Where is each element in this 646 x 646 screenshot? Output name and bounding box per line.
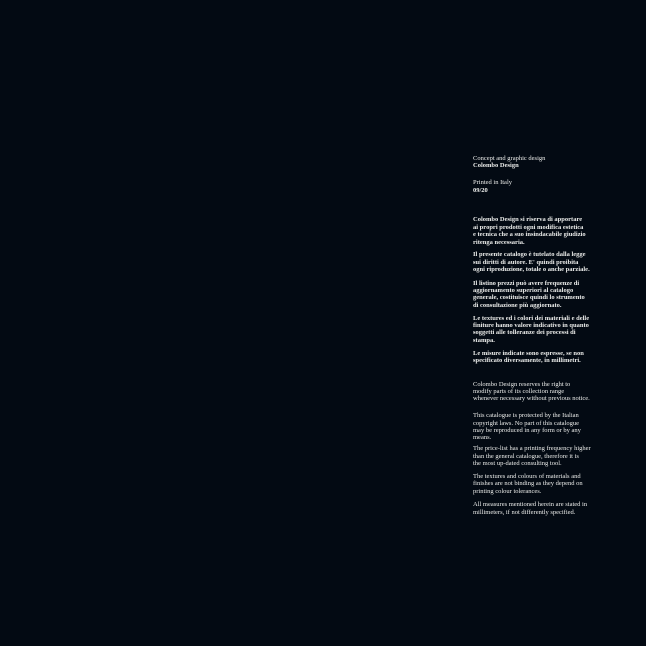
english-note-paragraph bbox=[473, 501, 623, 516]
text-line: may be reproduced in any form or by any bbox=[473, 427, 581, 435]
italian-note-paragraph bbox=[473, 350, 623, 365]
italian-note-paragraph bbox=[473, 251, 623, 273]
text-line: ritenga necessaria. bbox=[473, 238, 525, 246]
text-line: modify parts of its collection range bbox=[473, 388, 565, 396]
text-line: whenever necessary without previous notice. bbox=[473, 395, 590, 403]
english-note-paragraph bbox=[473, 473, 623, 495]
text-line: specificato diversamente, in millimetri. bbox=[473, 357, 581, 365]
text-line: finiture hanno valore indicativo in quanto bbox=[473, 322, 589, 330]
text-line: than the general catalogue, therefore it is bbox=[473, 452, 579, 460]
text-line: Le misure indicate sono espresse, se non bbox=[473, 349, 584, 357]
text-line: finishes are not binding as they depend on bbox=[473, 480, 583, 488]
text-line: sui diritti di autore. E' quindi proibita bbox=[473, 258, 579, 266]
text-line: ai propri prodotti ogni modifica estetica bbox=[473, 223, 584, 231]
english-note-paragraph bbox=[473, 381, 623, 403]
text-line: copyright laws. No part of this catalogue bbox=[473, 419, 579, 427]
text-line: aggiornamento superiori al catalogo bbox=[473, 287, 574, 295]
credit-printed bbox=[473, 179, 623, 194]
italian-note-paragraph bbox=[473, 216, 623, 245]
text-line: the most up-dated consulting tool. bbox=[473, 459, 562, 467]
text-line: This catalogue is protected by the Italian bbox=[473, 412, 579, 420]
english-note-paragraph bbox=[473, 412, 623, 441]
text-line: di consultazione più aggiornato. bbox=[473, 301, 562, 309]
text-line: Le textures ed i colori dei materiali e delle bbox=[473, 314, 590, 322]
text-line: millimeters, if not differently specified. bbox=[473, 508, 576, 516]
text-line: The textures and colours of materials and bbox=[473, 472, 581, 480]
text-line: printing colour tolerances. bbox=[473, 487, 542, 495]
text-line: Il listino prezzi può avere frequenze di bbox=[473, 279, 580, 287]
text-line: Il presente catalogo è tutelato dalla legge bbox=[473, 251, 586, 259]
text-line: ogni riproduzione, totale o anche parziale. bbox=[473, 266, 590, 274]
credit-label: Printed in Italy bbox=[473, 179, 512, 187]
text-line: e tecnica che a suo insindacabile giudizio bbox=[473, 231, 586, 239]
english-note-paragraph bbox=[473, 445, 623, 467]
credit-value: 09/20 bbox=[473, 186, 488, 194]
italian-note-paragraph bbox=[473, 315, 623, 344]
text-line: means. bbox=[473, 434, 492, 442]
text-line: Colombo Design si riserva di apportare bbox=[473, 216, 583, 224]
credit-value: Colombo Design bbox=[473, 162, 519, 170]
text-line: stampa. bbox=[473, 336, 495, 344]
colophon-text-block bbox=[473, 155, 623, 516]
credit-label: Concept and graphic design bbox=[473, 155, 546, 162]
credit-concept bbox=[473, 155, 623, 170]
italian-note-paragraph bbox=[473, 280, 623, 309]
text-line: generale, costituisce quindi lo strumento bbox=[473, 294, 585, 302]
text-line: soggetti alle tolleranze dei processi di bbox=[473, 329, 576, 337]
text-line: All measures mentioned herein are stated in bbox=[473, 501, 588, 509]
text-line: Colombo Design reserves the right to bbox=[473, 380, 571, 388]
text-line: The price-list has a printing frequency higher bbox=[473, 445, 591, 453]
